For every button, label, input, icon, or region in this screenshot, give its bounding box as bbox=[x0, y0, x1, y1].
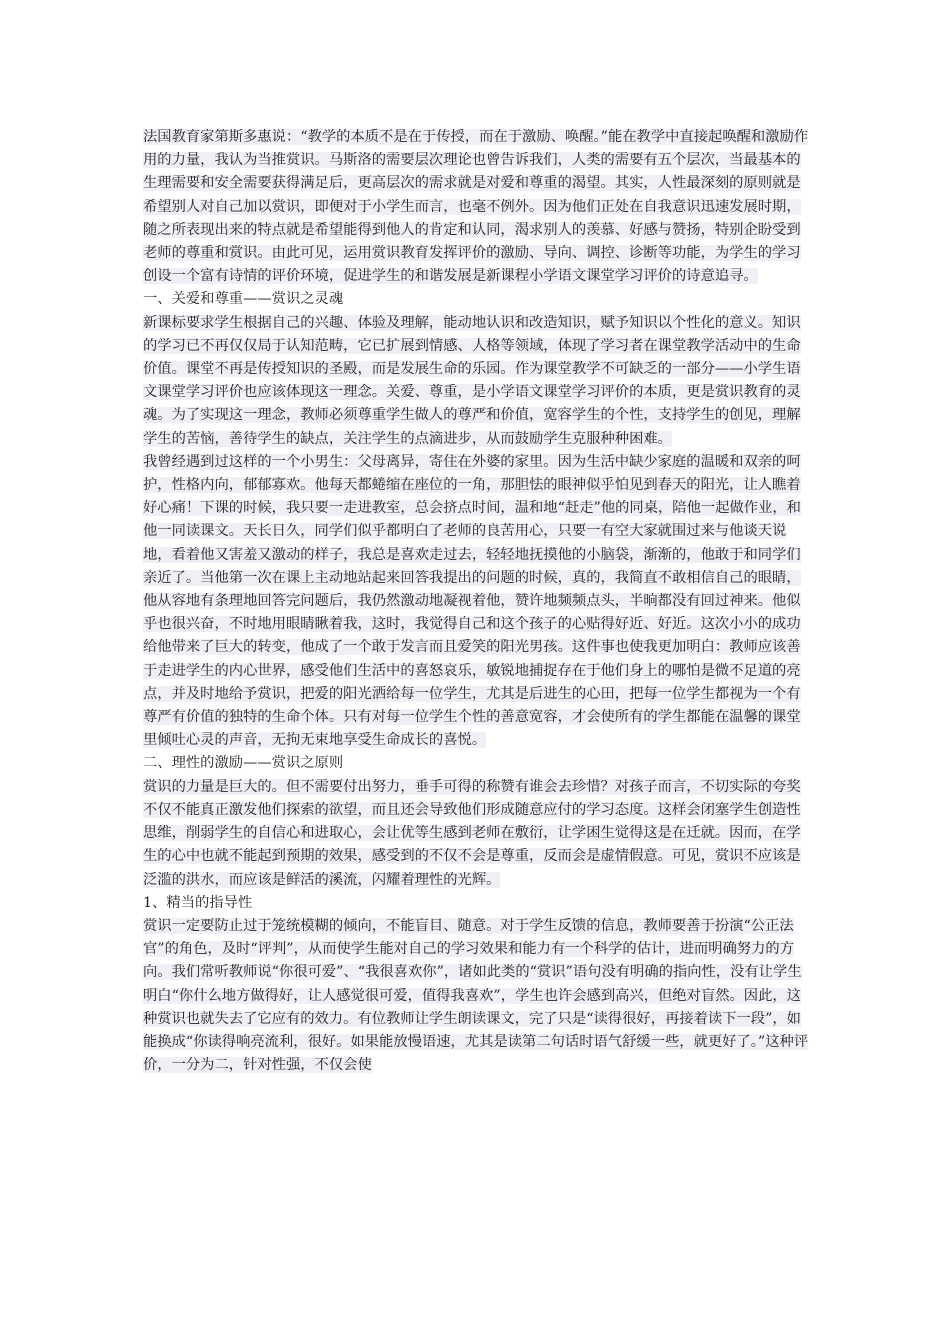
section-heading-1 bbox=[143, 288, 809, 311]
paragraph-text: 赏识的力量是巨大的。但不需要付出努力，垂手可得的称赞有谁会去珍惜？对孩子而言，不切实际的夸奖不仅不能真正激发他们探索的欲望，而且还会导致他们形成随意应付的学习态度。这样会闭塞学生创造性思维，削弱学生的自信心和进取心，会让优等生感到老师在敷衍，让学困生觉得这是在迁就。因而，在学生的心中也就不能起到预期的效果，感受到的不仅不会是尊重，反而会是虚情假意。可见，赏识不应该是泛滥的洪水，而应该是鲜活的溪流，闪耀着理性的光辉。 bbox=[143, 778, 801, 888]
section-heading-2 bbox=[143, 752, 809, 775]
heading-text: 1、精当的指导性 bbox=[143, 894, 253, 911]
paragraph-text: 法国教育家第斯多惠说：“教学的本质不是在于传授，而在于激励、唤醒。”能在教学中直接起唤醒和激励作用的力量，我认为当推赏识。马斯洛的需要层次理论也曾告诉我们，人类的需要有五个层次，当最基本的生理需要和安全需要获得满足后，更高层次的需求就是对爱和尊重的渴望。其实，人性最深刻的原则就是希望别人对自己加以赏识，即便对于小学生而言，也毫不例外。因为他们正处在自我意识迅速发展时期，随之所表现出来的特点就是希望能得到他人的肯定和认同，渴求别人的羡慕、好感与赞扬，特别企盼受到老师的尊重和赏识。由此可见，运用赏识教育发挥评价的激励、导向、调控、诊断等功能，为学生的学习创设一个富有诗情的评价环境，促进学生的和谐发展是新课程小学语文课堂学习评价的诗意追寻。 bbox=[143, 129, 809, 285]
paragraph-text: 赏识一定要防止过于笼统模糊的倾向，不能盲目、随意。对于学生反馈的信息，教师要善于扮演“公正法官”的角色，及时“评判”，从而使学生能对自己的学习效果和能力有一个科学的估计，进而明确努力的方向。我们常听教师说“你很可爱”、“我很喜欢你”，诸如此类的“赏识”语句没有明确的指向性，没有让学生明白“你什么地方做得好，让人感觉很可爱，值得我喜欢”，学生也许会感到高兴，但绝对盲然。因此，这种赏识也就失去了它应有的效力。有位教师让学生朗读课文，完了只是“读得很好，再接着读下一段”，如能换成“你读得响亮流利，很好。如果能放慢语速，尤其是读第二句话时语气舒缓一些，就更好了。”这种评价，一分为二，针对性强，不仅会使 bbox=[143, 917, 809, 1074]
subsection-heading-1 bbox=[143, 892, 809, 915]
paragraph-guidance bbox=[143, 915, 809, 1077]
paragraph-rational bbox=[143, 776, 809, 892]
paragraph-story bbox=[143, 451, 809, 753]
paragraph-text: 新课标要求学生根据自己的兴趣、体验及理解，能动地认识和改造知识，赋予知识以个性化的意义。知识的学习已不再仅仅局于认知范畴，它已扩展到情感、人格等领域，体现了学习者在课堂教学活动中的生命价值。课堂不再是传授知识的圣殿，而是发展生命的乐园。作为课堂教学不可缺乏的一部分——小学生语文课堂学习评价也应该体现这一理念。关爱、尊重，是小学语文课堂学习评价的本质，更是赏识教育的灵魂。为了实现这一理念，教师必须尊重学生做人的尊严和价值，宽容学生的个性，支持学生的创见，理解学生的苦恼，善待学生的缺点，关注学生的点滴进步，从而鼓励学生克服种种困难。 bbox=[143, 314, 801, 447]
paragraph-text: 我曾经遇到过这样的一个小男生：父母离异，寄住在外婆的家里。因为生活中缺少家庭的温暖和双亲的呵护，性格内向，郁郁寡欢。他每天都蜷缩在座位的一角，那胆怯的眼神似乎怕见到春天的阳光，让人瞧着好心痛！下课的时候，我只要一走进教室，总会挤点时间，温和地“赶走”他的同桌，陪他一起做作业，和他一同读课文。天长日久，同学们似乎都明白了老师的良苦用心，只要一有空大家就围过来与他谈天说地，看着他又害羞又激动的样子，我总是喜欢走过去，轻轻地抚摸他的小脑袋，渐渐的，他敢于和同学们亲近了。当他第一次在课上主动地站起来回答我提出的问题的时候，真的，我简直不敢相信自己的眼睛，他从容地有条理地回答完问题后，我仍然激动地凝视着他，赞许地频频点头，半晌都没有回过神来。他似乎也很兴奋，不时地用眼睛瞅着我，这时，我觉得自己和这个孩子的心贴得好近、好近。这次小小的成功给他带来了巨大的转变，他成了一个敢于发言而且爱笑的阳光男孩。这件事也使我更加明白：教师应该善于走进学生的内心世界，感受他们生活中的喜怒哀乐，敏锐地捕捉存在于他们身上的哪怕是微不足道的亮点，并及时地给予赏识，把爱的阳光洒给每一位学生，尤其是后进生的心田，把每一位学生都视为一个有尊严有价值的独特的生命个体。只有对每一位学生个性的善意宽容，才会使所有的学生都能在温馨的课堂里倾吐心灵的声音，无拘无束地享受生命成长的喜悦。 bbox=[143, 453, 801, 749]
paragraph-care-respect bbox=[143, 312, 809, 451]
heading-text: 一、关爱和尊重——赏识之灵魂 bbox=[143, 291, 344, 308]
paragraph-intro bbox=[143, 126, 809, 288]
heading-text: 二、理性的激励——赏识之原则 bbox=[143, 755, 344, 772]
document-body bbox=[143, 126, 809, 1077]
